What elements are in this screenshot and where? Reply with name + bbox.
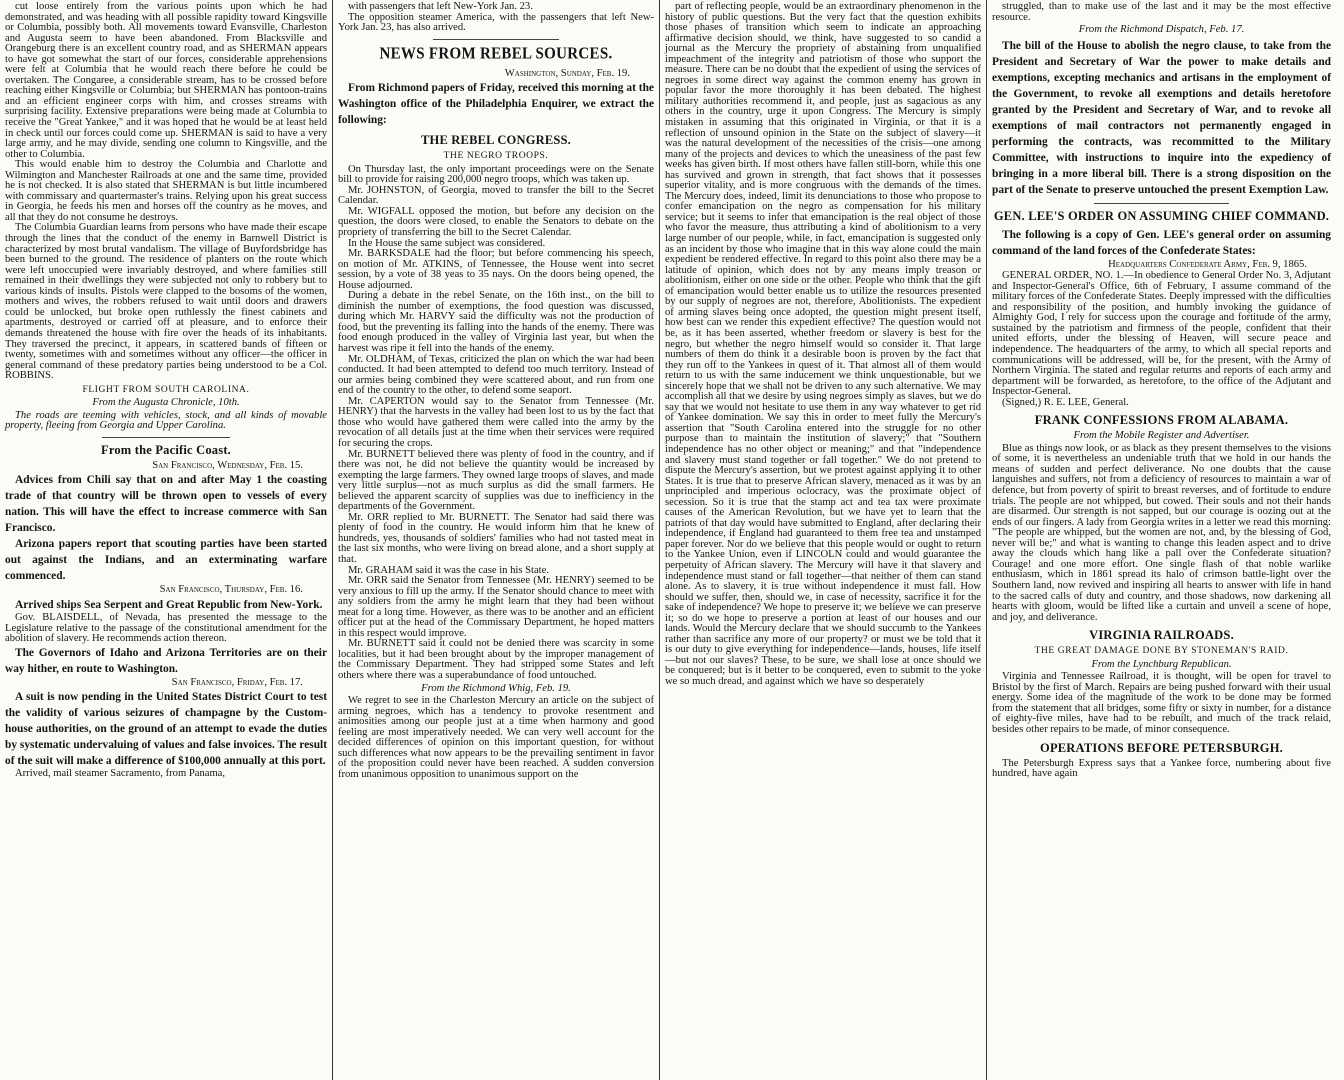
article-headline: From the Pacific Coast. [100,442,232,457]
source-credit: From the Richmond Dispatch, Feb. 17. [1078,24,1245,36]
dateline: Headquarters Confederate Army, Feb. 9, 1865. [1108,258,1307,270]
lead-paragraph-text: From Richmond papers of Friday, received this morning at the Washington office of the Philadelphia Enquirer, we extract the following: [338,82,654,127]
lead-paragraph-text: The Governors of Idaho and Arizona Territories are on their way hither, en route to Washington. [5,646,327,675]
dateline: Washington, Sunday, Feb. 19. [504,67,630,79]
article-headline: OPERATIONS BEFORE PETERSBURGH. [1040,740,1283,755]
lead-paragraph-text: The bill of the House to abolish the negro clause, to take from the President and Secretary of War the power to make details and exemptions, excepting mechanics and artisans in the employment of the Government, to revoke all exemptions and details heretofore granted by the President and Secretary of War, and to revoke all exemptions of mail contractors not permanently engaged in performing the contracts, was recommitted to the Military Committee, with instructions to inquire into the expediency of bringing in a more liberal bill. There is a strong disposition on the part of the Senate to preserve untouched the present Exemption Law. [992,39,1331,196]
article-paragraph: Gov. BLAISDELL, of Nevada, has presented the message to the Legislature relative to the passage of the constitutional amendment for the abolition of slavery. He recommends action thereon. [5,611,327,645]
lead-paragraph [5,472,327,536]
source-credit: From the Richmond Whig, Feb. 19. [421,682,571,694]
article-paragraph: GENERAL ORDER, NO. 1.—In obedience to General Order No. 3, Adjutant and Inspector-General's Office, 6th of February, I assume command of the military forces of the Confederate States. Deeply impressed with the difficulties and responsibility of the position, and humbly invoking the guidance of Almighty God, I rely for success upon the courage and fortitude of the army, sustained by the patriotism and firmness of the people, confident that their united efforts, under the blessing of Heaven, will secure peace and independence. The headquarters of the army, to which all special reports and communications will be addressed, will be, for the present, with the Army of Northern Virginia. The stated and regular returns and reports of each army and department will be forwarded, as heretofore, to the office of the Adjutant and Inspector-General. [992,270,1331,398]
lead-paragraph [992,227,1331,259]
lead-paragraph [992,38,1331,198]
article-paragraph: The Columbia Guardian learns from persons who have made their escape through the lines that the conduct of the enemy in Barnwell District is characterized by most brutal vandalism. The village of Buyfordsbridge has been burned to the ground. The residence of planters on the route which were left unoccupied were invariably destroyed, and where families still remained in their dwellings they were subjected not only to robbery but to various kinds of insults. Pistols were clapped to the bosoms of the women, mothers and wives, the robbers refused to wait until doors and drawers could be unlocked, but broke open ruthlessly the finest cabinets and apartments, destroyed or carried off at pleasure, and to enforce their demands threatened the house with fire over the heads of its inhabitants. They traversed the precinct, it appears, in scattered bands of fifteen or twenty, sometimes with and sometimes without any officer—the officer in general command of these predatory parties being understood to be a Col. ROBBINS. [5,222,327,382]
lead-paragraph [5,645,327,677]
article-paragraph: During a debate in the rebel Senate, on the 16th inst., on the bill to diminish the number of exemptions, the food question was discussed, during which Mr. HARVY said the difficulty was not the production of food, but the preventing its falling into the hands of the enemy. There was food enough produced in the valley of Virginia last year, but when the harvest was ripe it fell into the hands of the enemy. [338,290,654,355]
article-paragraph: The Petersburgh Express says that a Yankee force, numbering about five hundred, have again [992,757,1331,780]
lead-paragraph-text: Advices from Chili say that on and after May 1 the coasting trade of that country will be thrown open to vessels of every nation. This will have the effect to increase commerce with San Francisco. [5,474,327,535]
article-paragraph: Mr. BURNETT said it could not be denied there was scarcity in some localities, but it had been brought about by the improper management of the Commissary Department. They had stripped some States and left others where there was a superabundance of food untouched. [338,638,654,681]
article-headline: FRANK CONFESSIONS FROM ALABAMA. [1034,413,1289,428]
newspaper-column-2 [332,0,659,1080]
article-paragraph: The opposition steamer America, with the passengers that left New-York Jan. 23, has also arrived. [338,11,654,34]
newspaper-column-3 [659,0,986,1080]
article-paragraph: Mr. ORR replied to Mr. BURNETT. The Senator had said there was plenty of food in the country. He would inform him that he knew of hundreds, yes, thousands of soldiers' families who had not tasted meat in the last six months, who were living on bread alone, and a short supply at that. [338,511,654,565]
article-paragraph: Mr. CAPERTON would say to the Senator from Tennessee (Mr. HENRY) that the harvests in the valley had been lost to us by the fact that those who would have gathered them were called into the army by the revocation of all details just at the time when their services were required for securing the crops. [338,395,654,449]
lead-paragraph [5,536,327,584]
italic-paragraph: The roads are teeming with vehicles, stock, and all kinds of movable property, fleeing from Georgia and Upper Carolina. [5,409,327,432]
article-paragraph: Mr. OLDHAM, of Texas, criticized the plan on which the war had been conducted. It had been attempted to defend too much territory. Instead of our armies being combined they were scattered about, and run from one end of the country to the other, to defend some seaport. [338,353,654,397]
source-credit: From the Augusta Chronicle, 10th. [92,397,240,409]
article-paragraph: Mr. ORR said the Senator from Tennessee (Mr. HENRY) seemed to be very anxious to fill up the army. If the Senator should chance to meet with any soldiers from the army he might learn that they had been without meat for a long time. However, as there was to be another and an efficient officer put at the head of the Commissary Department, he hoped matters in this respect would improve. [338,575,654,639]
article-paragraph: with passengers that left New-York Jan. 23. [348,1,533,12]
lead-paragraph [5,689,327,769]
article-paragraph: In the House the same subject was considered. [348,237,546,249]
dateline: San Francisco, Wednesday, Feb. 15. [152,459,303,471]
lead-paragraph-text: A suit is now pending in the United States District Court to test the validity of various seizures of champagne by the Custom-house authorities, on the ground of an attempt to evade the duties by systematic undervaluing of values and false invoices. The result of the suit will make a difference of $100,000 annually at this port. [5,691,327,768]
section-headline: NEWS FROM REBEL SOURCES. [379,44,613,63]
lead-paragraph [338,80,654,128]
dateline: San Francisco, Thursday, Feb. 16. [159,584,303,596]
article-paragraph: Mr. JOHNSTON, of Georgia, moved to transfer the bill to the Secret Calendar. [338,184,654,207]
article-paragraph: This would enable him to destroy the Columbia and Charlotte and Wilmington and Manchester Railroads at one and the same time, provided he is not checked. It is also stated that SHERMAN is but little incumbered with commissary and quartermaster's trains. Relying upon his great success in Georgia, he feeds his men and horses off the country as he moves, and all that they do not consume he destroys. [5,159,327,223]
lead-paragraph [5,597,327,613]
lead-paragraph-text: The following is a copy of Gen. LEE's general order on assuming command of the land forces of the Confederate States: [992,228,1331,257]
newspaper-column-1 [0,0,332,1080]
article-paragraph: Mr. GRAHAM said it was the case in his State. [348,564,549,576]
newspaper-column-4 [986,0,1336,1080]
article-paragraph: struggled, than to make use of the last and it may be the most effective resource. [992,1,1331,23]
article-paragraph: Mr. WIGFALL opposed the motion, but before any decision on the question, the doors were closed, to enable the Senators to debate on the propriety of transferring the bill to the Secret Calendar. [338,205,654,239]
source-credit: From the Mobile Register and Advertiser. [1073,430,1250,442]
divider-rule [433,39,559,40]
source-credit: From the Lynchburg Republican. [1091,658,1232,670]
subheadline: THE GREAT DAMAGE DONE BY STONEMAN'S RAID. [1034,646,1289,657]
article-paragraph: Arrived, mail steamer Sacramento, from Panama, [15,768,226,780]
article-paragraph: cut loose entirely from the various points upon which he had demonstrated, and was heading with all possible rapidity toward Kingsville or Columbia, possibly both. All movements toward Evansville, Charleston and Augusta seem to have been abandoned. From Blacksville and Orangeburg there is an excellent country road, and as SHERMAN appears to have got somewhat the start of our forces, considerable apprehensions were felt at Columbia that he would reach there before he could be overtaken. The Congaree, a considerable stream, has to be crossed before reaching either Kingsville or Columbia; but SHERMAN has pontoon-trains and an efficient engineer corps with him, and crosses streams with surprising facility. Extensive preparations were being made at Columbia to receive the "Great Yankee," and it was hoped that he would be at least held in check until our forces could come up. SHERMAN is said to have a very large army, and he may divide, sending one column to Kingsville, and the other to Columbia. [5,1,327,160]
article-paragraph: part of reflecting people, would be an extraordinary phenomenon in the history of public questions. But the very fact that the question exhibits those phases of transition which seem to indicate an approaching affirmative decision should, we think, have suggested to so candid a journal as the Mercury the propriety of abstaining from unqualified impeachment of the integrity and patriotism of those who support the measure. There can be no doubt that the expedient of using the services of negroes in some direct way against the common enemy has grown in popular favor the more thoroughly it has been debated. The highest military authorities recommend it, and people, just as sagacious as any others in the country, urge it upon Congress. The Mercury is simply mistaken in assuming that this originated in Virginia, or that it is a reflection of unsound opinion in the State on the subject of slavery—it was the natural development of the necessities of the crisis—one among many of the projects and devices to which the uneasiness of the past few weeks has given birth. If most others have fallen still-born, while this one has survived and grown in strength, that fact shows that it possesses superior vitality, and is more congruous with the demands of the times. The Mercury does, indeed, limit its denunciations to those who propose to confer emancipation on the negro as compensation for his military service; but it seems to infer that emancipation is the real object of those who favor the measure, thus attributing a kind of abolitionism to a very large number of our people, while, in fact, emancipation is suggested only as an incident by those who imagine that in this way alone could the main expedient be rendered effective. In regard to this point also there may be a latitude of opinion, which does not by any means imply treason or abolitionism, either on one side or the other. People who think that the gift of emancipation would better enable us to utilize the resources presented by our supply of negroes are not, therefore, Abolitionists. The expedient of arming slaves being once adopted, the question might present itself, how best can we render this expedient effective? The question would not be, as it has been asserted, whether freedom or slavery is best for the negro, but whether the negro himself would so consider it. That large numbers of them do think it a desirable boon is proven by the fact that they run off to the Yankees in quest of it. That almost all of them would return to us with the same inducement we think unquestionable, but we sincerely hope that we shall not be driven to any such alternative. We may accomplish all that we desire by using negroes simply as slaves, but we do say that we would not hesitate to use them in any way whatever to get rid of Yankee domination. We say this in order to meet fully the Mercury's assertion that "South Carolina entered into the struggle for no other purpose than to maintain the institution of slavery;" that "Southern independence has no other object or meaning;" and that "independence and slavery must stand together or fall together." We do not pretend to dispute the Mercury's assertion, but we protest against applying it to other States. It is true that to preserve African slavery, menaced as it was by an unprincipled and imperious oclocracy, was the proximate object of secession. So it is true that the stamp act and tea tax were proximate causes of the American Revolution, but we have yet to learn that the patriots of that day would have submitted to England, after declaring their independence, if England had guaranteed to them free tea and unstamped paper forever. Nor do we believe that this people would or ought to return to the Yankee Union, even if LINCOLN could and would guarantee the perpetuity of African slavery. The Mercury will have it that slavery and independence must stand or fall together—that neither of them can stand alone. As to slavery, it is true without independence it must fall. How should we suffer, then, should we, in case of necessity, sacrifice it for the sake of independence? We hope to preserve it; we believe we can preserve it; so do we hope to preserve a portion at least of our houses and our lands. Would the Mercury declare that we should succumb to the Yankees rather than sacrifice any more of our property? or must we be told that it is our duty to give everything for independence—lands, houses, life itself—but not our slaves? These, to be sure, we shall lose at once should we be conquered; but is it better to be conquered, even to submit to the yoke we so much dread, and against which we have so desperately [665,1,981,687]
lead-paragraph-text: Arrived ships Sea Serpent and Great Republic from New-York. [15,598,323,611]
divider-rule [102,437,231,438]
article-paragraph: On Thursday last, the only important proceedings were on the Senate bill to provide for raising 200,000 negro troops, which was taken up. [338,163,654,186]
article-paragraph: Mr. BARKSDALE had the floor; but before commencing his speech, on motion of Mr. ATKINS, of Tennessee, the House went into secret session, by a vote of 38 yeas to 35 nays. On the doors being opened, the House adjourned. [338,248,654,291]
subheadline: THE NEGRO TROOPS. [443,151,549,162]
article-paragraph: Virginia and Tennessee Railroad, it is thought, will be open for travel to Bristol by the first of March. Repairs are being pushed forward with their usual energy. Some idea of the magnitude of the work to be done may be formed from the statement that all bridges, some fifty or sixty in number, for a distance of eighty-five miles, have had to be rebuilt, and much of the track relaid, besides other repairs to be made, of minor consequence. [992,671,1331,735]
article-paragraph: Blue as things now look, or as black as they present themselves to the visions of some, it is nevertheless an undeniable truth that we hold in our hands the means of sudden and perfect deliverance. No one doubts that the cause languishes and suffers, not from a deficiency of resources to maintain a war of defence, but from poverty of spirit to breast reverses, and of fortitude to endure trials. The people are not whipped, but cowed. Their souls and not their hands are disarmed. Our strength is not sapped, but our courage is oozing out at the ends of our fingers. A lady from Georgia writes in a letter we read this morning: "The people are whipped, but the women are not, and, by the blessing of God, never will be;" and what is wanting to change this leaden aspect and to drive away the clouds which hang like a pall over the Confederate situation? Courage! and one more effort. One single flash of that noble warlike enthusiasm, which in 1861 spread its halo of crimson battle-light over the Southern land, now revived and inspiring all hearts to answer with life in hand to the sacred calls of duty and country, and those shadows, now darkening all hearts with gloom, would be lifted like a curtain and unveil a scene of hope, and joy, and deliverance. [992,442,1331,623]
dateline: San Francisco, Friday, Feb. 17. [171,676,303,688]
lead-paragraph-text: Arizona papers report that scouting parties have been started out against the Indians, and an exterminating warfare commenced. [5,538,327,583]
article-paragraph: We regret to see in the Charleston Mercury an article on the subject of arming negroes, which has a tendency to provoke resentment and animosities among our people just at a time when harmony and good feeling are most imperatively needed. We can very well account for the decided differences of opinion on this important question, for without such differences what now appears to be the prevailing sentiment in favor of the proposition could never have been reached. A sudden conversion from unanimous opposition to unanimous support on the [338,695,654,780]
article-headline: GEN. LEE'S ORDER ON ASSUMING CHIEF COMMAND. [993,208,1330,223]
subheadline: FLIGHT FROM SOUTH CAROLINA. [82,384,250,395]
signature-line: (Signed,) R. E. LEE, General. [1002,396,1129,408]
divider-rule [1094,203,1230,204]
article-headline: THE REBEL CONGRESS. [420,133,572,148]
article-paragraph: Mr. BURNETT believed there was plenty of food in the country, and if there was not, he did not believe the quantity would be increased by exempting the large farmers. They owned large troops of slaves, and made very little surplus—not as much surplus as did the small farmers. He believed the apparent scarcity of supplies was due to inefficiency in the departments of the Government. [338,448,654,513]
article-headline: VIRGINIA RAILROADS. [1089,628,1234,643]
